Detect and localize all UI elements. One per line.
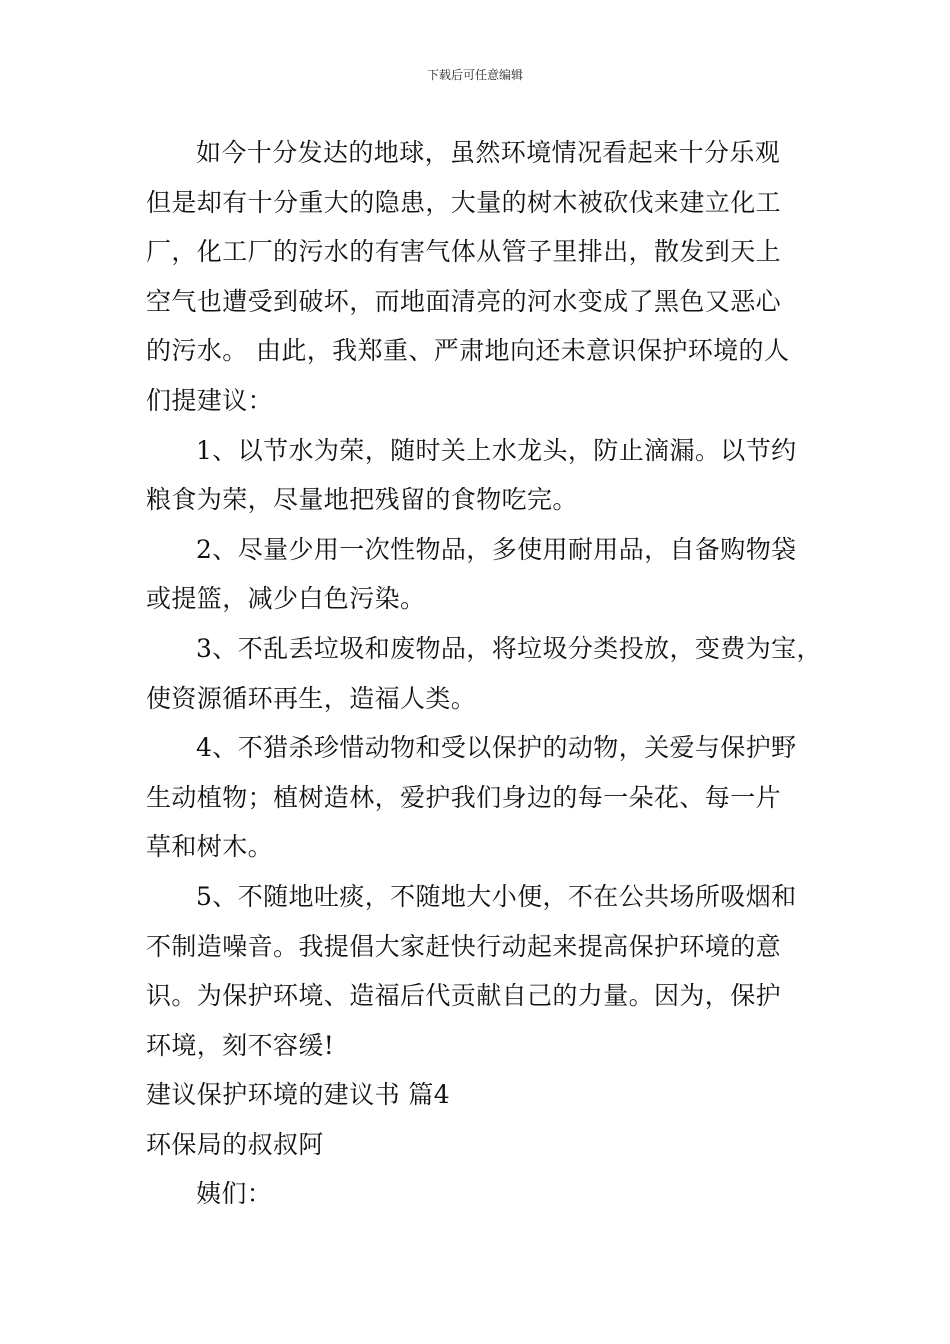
section-heading: 建议保护环境的建议书 篇4 xyxy=(146,1080,451,1110)
paragraph-line: 厂，化工厂的污水的有害气体从管子里排出，散发到天上 xyxy=(146,237,782,267)
list-item-line: 使资源循环再生，造福人类。 xyxy=(146,683,477,713)
list-item-line: 2、尽量少用一次性物品，多使用耐用品，自备购物袋 xyxy=(196,534,797,564)
document-body xyxy=(146,128,822,1219)
paragraph-line: 的污水。 由此，我郑重、严肃地向还未意识保护环境的人 xyxy=(146,336,790,366)
list-item-line: 不制造噪音。我提倡大家赶快行动起来提高保护环境的意 xyxy=(146,931,782,961)
paragraph-line: 空气也遭受到破坏，而地面清亮的河水变成了黑色又恶心 xyxy=(146,286,782,316)
list-item-line: 识。为保护环境、造福后代贡献自己的力量。因为，保护 xyxy=(146,981,782,1011)
paragraph-line: 如今十分发达的地球，虽然环境情况看起来十分乐观 xyxy=(196,138,781,167)
list-item-line: 草和树木。 xyxy=(146,832,274,862)
salutation-line: 环保局的叔叔阿 xyxy=(146,1129,324,1159)
salutation-line: 姨们： xyxy=(196,1179,273,1209)
list-item-line: 4、不猎杀珍惜动物和受以保护的动物，关爱与保护野 xyxy=(196,733,797,763)
list-item-line: 生动植物；植树造林，爱护我们身边的每一朵花、每一片 xyxy=(146,782,782,812)
paragraph-line: 但是却有十分重大的隐患，大量的树木被砍伐来建立化工 xyxy=(146,187,782,217)
list-item-line: 1、以节水为荣，随时关上水龙头，防止滴漏。以节约 xyxy=(196,435,797,465)
list-item-line: 5、不随地吐痰，不随地大小便，不在公共场所吸烟和 xyxy=(196,881,797,911)
paragraph-line: 们提建议： xyxy=(146,385,274,415)
page-header-note: 下载后可任意编辑 xyxy=(426,68,523,82)
list-item-line: 粮食为荣，尽量地把残留的食物吃完。 xyxy=(146,485,578,515)
list-item-line: 3、不乱丢垃圾和废物品，将垃圾分类投放，变费为宝， xyxy=(196,633,822,663)
list-item-line: 环境，刻不容缓! xyxy=(146,1030,335,1060)
list-item-line: 或提篮，减少白色污染。 xyxy=(146,584,426,614)
